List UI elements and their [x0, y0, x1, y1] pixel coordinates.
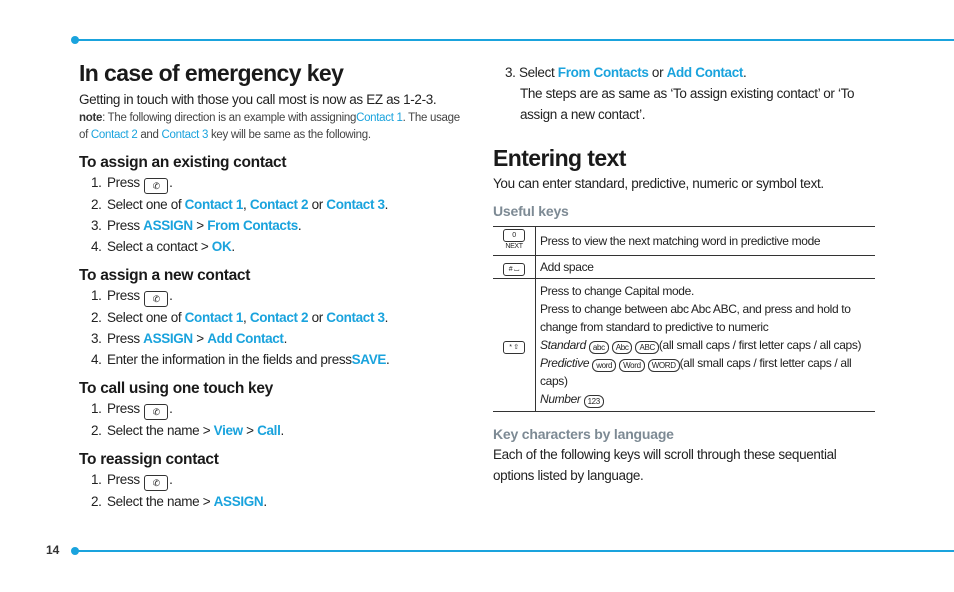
step-end: . [169, 175, 173, 190]
contact-3-key: Contact 3 [326, 197, 385, 212]
mode-abc-all-caps-icon: ABC [635, 341, 658, 354]
contact-2-key: Contact 2 [249, 197, 309, 212]
number-mode-line [540, 390, 871, 408]
step-number: 1. [91, 401, 102, 416]
emergency-intro: Getting in touch with those you call most is now as EZ as 1-2-3. [79, 92, 437, 107]
zero-next-key-icon: 0 NEXT [503, 229, 525, 242]
key-cell [493, 227, 536, 256]
step [79, 236, 469, 257]
step [79, 420, 469, 441]
mode-word-icon: word [592, 359, 616, 372]
number-label: Number [540, 392, 581, 406]
note-part: and [137, 129, 162, 141]
key-characters-desc: Each of the following keys will scroll through these sequential options listed by language. [493, 447, 837, 483]
view-softkey: View [213, 423, 243, 438]
step-text: > [242, 423, 258, 438]
save-softkey: SAVE [351, 352, 387, 367]
note-contact-1: Contact 1 [356, 112, 403, 124]
desc-cell: Add space [536, 256, 876, 279]
step-text: Press [107, 472, 140, 487]
step-text: or [648, 65, 667, 80]
left-column [79, 60, 469, 512]
key-characters-heading: Key characters by language [493, 426, 674, 442]
step-text: > [192, 218, 208, 233]
page-number: 14 [46, 543, 60, 557]
step-number: 2. [91, 494, 102, 509]
section-reassign [79, 451, 469, 512]
call-option: Call [257, 423, 281, 438]
step-text: Select [518, 65, 558, 80]
step-number: 1. [91, 472, 102, 487]
section-assign-new [79, 267, 469, 370]
section-one-touch [79, 380, 469, 441]
step-end: . [386, 352, 390, 367]
mode-word-first-cap-icon: Word [619, 359, 645, 372]
step-text: Press [107, 401, 140, 416]
step-text: Press [107, 288, 140, 303]
top-rule [75, 39, 954, 41]
send-key-icon: ✆ [144, 404, 168, 420]
table-row [493, 256, 875, 279]
step-text: or [308, 197, 327, 212]
step-3 [493, 62, 878, 83]
entering-text-title: Entering text [493, 145, 626, 171]
step-end: . [297, 218, 302, 233]
steps-list [79, 285, 469, 370]
note-contact-2: Contact 2 [90, 129, 138, 141]
steps-list [79, 172, 469, 257]
predictive-mode-line [540, 354, 871, 390]
key-cell [493, 279, 536, 412]
step-text: or [308, 310, 327, 325]
add-contact-option: Add Contact [666, 65, 744, 80]
mode-change-line: Press to change between abc Abc ABC, and press and hold to change from standard to predictive to numeric [540, 302, 851, 334]
assign-softkey: ASSIGN [143, 218, 193, 233]
step-text: , [243, 310, 247, 325]
step [79, 469, 469, 491]
bottom-rule [75, 550, 954, 552]
contact-1-key: Contact 1 [184, 197, 244, 212]
step [79, 328, 469, 349]
ok-softkey: OK [211, 239, 232, 254]
step [79, 491, 469, 512]
step-number: 2. [91, 310, 102, 325]
step-number: 3. [505, 65, 516, 80]
step-end: . [169, 472, 173, 487]
step-number: 2. [91, 423, 102, 438]
section-assign-existing [79, 154, 469, 257]
step-number: 4. [91, 352, 102, 367]
note-part: key will be same as the following. [208, 129, 371, 141]
key-cell [493, 256, 536, 279]
step-number: 2. [91, 197, 102, 212]
step-end: . [280, 423, 284, 438]
step-end: . [169, 401, 173, 416]
note-part: . The usage of [79, 112, 460, 141]
step-number: 1. [91, 288, 102, 303]
entering-text-intro: You can enter standard, predictive, numeric or symbol text. [493, 176, 824, 191]
step [79, 285, 469, 307]
mode-123-icon: 123 [584, 395, 604, 408]
steps-list [79, 469, 469, 512]
standard-label: Standard [540, 338, 586, 352]
send-key-icon: ✆ [144, 178, 168, 194]
step [79, 349, 469, 370]
section-title: To assign a new contact [79, 267, 251, 284]
step-number: 1. [91, 175, 102, 190]
contact-2-key: Contact 2 [249, 310, 309, 325]
desc-cell: Press to view the next matching word in predictive mode [536, 227, 876, 256]
step-3-description: The steps are as same as ‘To assign existing contact’ or ‘To assign a new contact’. [520, 86, 855, 122]
assign-softkey: ASSIGN [143, 331, 193, 346]
table-row [493, 279, 875, 412]
mode-word-all-caps-icon: WORD [648, 359, 680, 372]
step-text: > [192, 331, 208, 346]
step-text: Select the name > [107, 494, 214, 509]
step-text: Enter the information in the fields and press [107, 352, 352, 367]
useful-keys-table [493, 226, 875, 412]
step-end: . [263, 494, 267, 509]
add-contact-option: Add Contact [207, 331, 284, 346]
note-part: : The following direction is an example with assigning [102, 112, 357, 124]
note-text [79, 110, 469, 144]
table-row [493, 227, 875, 256]
step-text: Select one of [107, 310, 185, 325]
useful-keys-heading: Useful keys [493, 203, 569, 219]
predictive-desc: (all small caps / first letter caps / all caps) [540, 356, 852, 388]
step-number: 4. [91, 239, 102, 254]
step [79, 194, 469, 215]
step-end: . [169, 288, 173, 303]
standard-mode-line [540, 336, 871, 354]
contact-3-key: Contact 3 [326, 310, 385, 325]
step-end: . [283, 331, 287, 346]
send-key-icon: ✆ [144, 291, 168, 307]
pound-space-key-icon: # ⌴ [503, 263, 525, 276]
steps-list [79, 398, 469, 441]
send-key-icon: ✆ [144, 475, 168, 491]
capital-mode-line: Press to change Capital mode. [540, 284, 694, 298]
step-number: 3. [91, 218, 102, 233]
emergency-key-title: In case of emergency key [79, 60, 344, 86]
step-text: Press [107, 218, 144, 233]
step-text: Select the name > [107, 423, 214, 438]
step-end: . [231, 239, 235, 254]
assign-softkey: ASSIGN [213, 494, 264, 509]
desc-cell [536, 279, 876, 412]
step-text: , [243, 197, 247, 212]
section-title: To call using one touch key [79, 380, 274, 397]
standard-desc: (all small caps / first letter caps / all caps) [658, 338, 862, 352]
step-end: . [384, 197, 389, 212]
step-text: Press [107, 331, 144, 346]
step [79, 307, 469, 328]
predictive-label: Predictive [540, 356, 590, 370]
section-title: To reassign contact [79, 451, 219, 468]
mode-abc-icon: abc [589, 341, 609, 354]
step-text: Select one of [107, 197, 185, 212]
contact-1-key: Contact 1 [184, 310, 244, 325]
star-shift-key-icon: * ⇧ [503, 341, 525, 354]
step [79, 398, 469, 420]
step-end: . [384, 310, 389, 325]
from-contacts-option: From Contacts [207, 218, 298, 233]
step [79, 172, 469, 194]
mode-abc-first-cap-icon: Abc [612, 341, 633, 354]
from-contacts-option: From Contacts [557, 65, 649, 80]
right-column [493, 62, 878, 486]
step-text: Press [107, 175, 140, 190]
step-end: . [743, 65, 747, 80]
note-contact-3: Contact 3 [161, 129, 209, 141]
step-number: 3. [91, 331, 102, 346]
section-title: To assign an existing contact [79, 154, 287, 171]
step-text: Select a contact > [107, 239, 212, 254]
note-label: note [79, 112, 103, 124]
step [79, 215, 469, 236]
